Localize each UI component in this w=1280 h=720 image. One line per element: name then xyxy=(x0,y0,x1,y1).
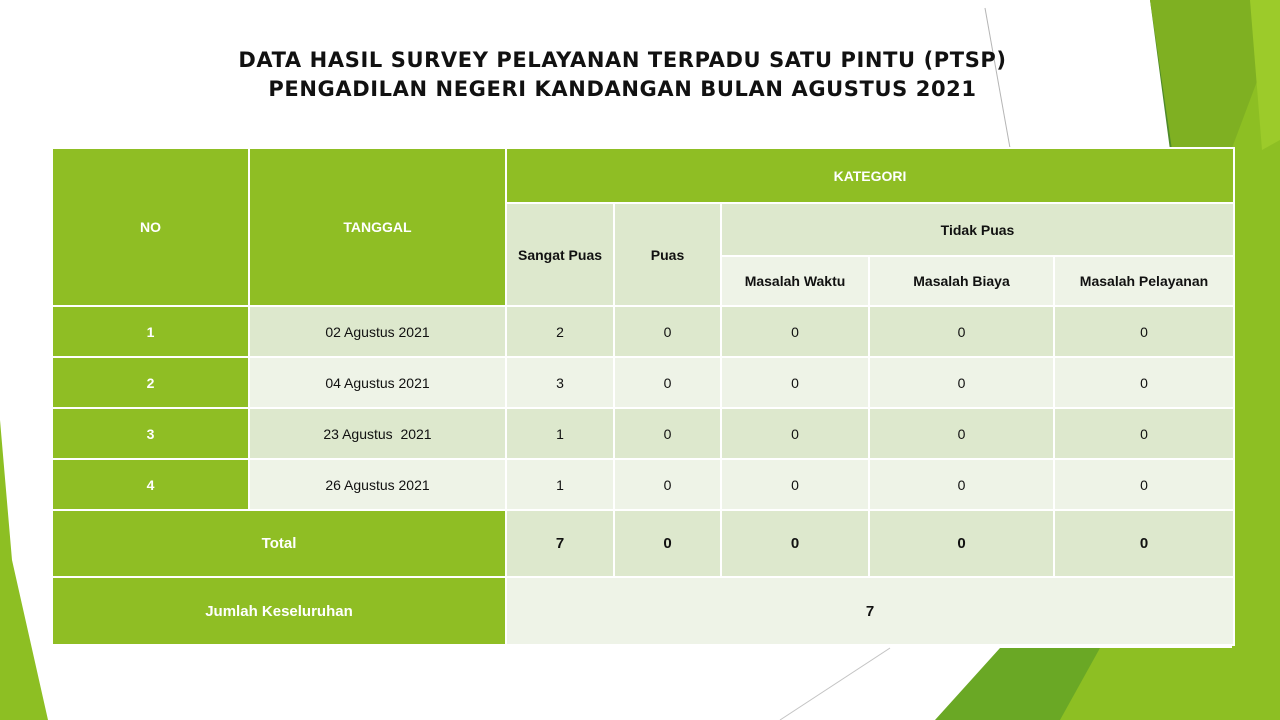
header-sangat-puas: Sangat Puas xyxy=(506,203,614,306)
cell-masalah-biaya: 0 xyxy=(869,306,1054,357)
table-row xyxy=(52,408,1234,459)
cell-puas: 0 xyxy=(614,408,721,459)
header-no: NO xyxy=(52,148,249,306)
cell-masalah-waktu: 0 xyxy=(721,306,869,357)
total-puas: 0 xyxy=(614,510,721,577)
cell-sangat-puas: 1 xyxy=(506,459,614,510)
survey-table xyxy=(51,147,1235,646)
grand-total-row xyxy=(52,577,1234,645)
cell-tanggal: 04 Agustus 2021 xyxy=(249,357,506,408)
cell-masalah-pelayanan: 0 xyxy=(1054,408,1234,459)
cell-masalah-waktu: 0 xyxy=(721,408,869,459)
total-label: Total xyxy=(52,510,506,577)
total-masalah-biaya: 0 xyxy=(869,510,1054,577)
cell-tanggal: 02 Agustus 2021 xyxy=(249,306,506,357)
cell-masalah-pelayanan: 0 xyxy=(1054,459,1234,510)
cell-masalah-pelayanan: 0 xyxy=(1054,357,1234,408)
cell-no: 2 xyxy=(52,357,249,408)
table-row xyxy=(52,357,1234,408)
cell-masalah-pelayanan: 0 xyxy=(1054,306,1234,357)
header-puas: Puas xyxy=(614,203,721,306)
header-kategori: KATEGORI xyxy=(506,148,1234,203)
table-row xyxy=(52,306,1234,357)
cell-masalah-waktu: 0 xyxy=(721,459,869,510)
table-row xyxy=(52,459,1234,510)
title-line-2: PENGADILAN NEGERI KANDANGAN BULAN AGUSTUS 2021 xyxy=(268,77,977,101)
header-masalah-biaya: Masalah Biaya xyxy=(869,256,1054,306)
deco-line-bottom xyxy=(780,648,890,720)
total-masalah-waktu: 0 xyxy=(721,510,869,577)
header-masalah-waktu: Masalah Waktu xyxy=(721,256,869,306)
cell-sangat-puas: 2 xyxy=(506,306,614,357)
total-sangat-puas: 7 xyxy=(506,510,614,577)
cell-tanggal: 26 Agustus 2021 xyxy=(249,459,506,510)
cell-sangat-puas: 3 xyxy=(506,357,614,408)
cell-sangat-puas: 1 xyxy=(506,408,614,459)
cell-masalah-biaya: 0 xyxy=(869,459,1054,510)
cell-no: 3 xyxy=(52,408,249,459)
cell-masalah-biaya: 0 xyxy=(869,357,1054,408)
total-row xyxy=(52,510,1234,577)
cell-masalah-biaya: 0 xyxy=(869,408,1054,459)
cell-puas: 0 xyxy=(614,459,721,510)
cell-no: 4 xyxy=(52,459,249,510)
cell-tanggal: 23 Agustus 2021 xyxy=(249,408,506,459)
cell-masalah-waktu: 0 xyxy=(721,357,869,408)
grand-total-value: 7 xyxy=(506,577,1234,645)
cell-puas: 0 xyxy=(614,357,721,408)
total-masalah-pelayanan: 0 xyxy=(1054,510,1234,577)
header-masalah-pelayanan: Masalah Pelayanan xyxy=(1054,256,1234,306)
cell-no: 1 xyxy=(52,306,249,357)
deco-shape-left-edge xyxy=(0,420,48,720)
header-tanggal: TANGGAL xyxy=(249,148,506,306)
cell-puas: 0 xyxy=(614,306,721,357)
slide-title xyxy=(0,46,1245,104)
title-line-1: DATA HASIL SURVEY PELAYANAN TERPADU SATU PINTU (PTSP) xyxy=(238,48,1007,72)
header-tidak-puas: Tidak Puas xyxy=(721,203,1234,256)
grand-total-label: Jumlah Keseluruhan xyxy=(52,577,506,645)
